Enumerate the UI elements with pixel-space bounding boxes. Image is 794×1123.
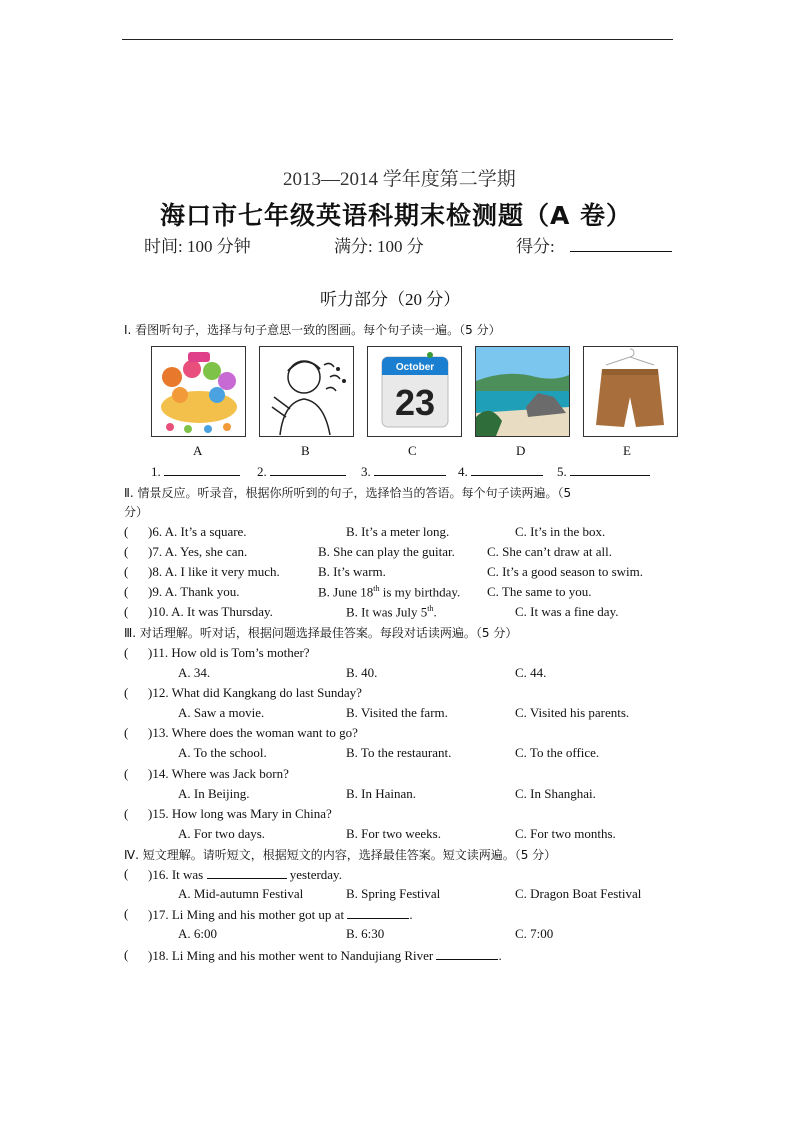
q17-option-c: C. 7:00 [515,926,554,941]
exam-score-label: 得分: [516,237,555,256]
exam-time: 时间: 100 分钟 [144,237,251,256]
part3-instruction: Ⅲ. 对话理解。听对话，根据问题选择最佳答案。每段对话读两遍。（5 分） [124,626,518,640]
q16-option-c: C. Dragon Boat Festival [515,886,642,901]
q9-option-b: B. June 18th is my birthday. [318,584,461,600]
answer-1[interactable]: 1. [151,463,240,480]
q13-option-b: B. To the restaurant. [346,745,452,760]
q11-option-a: A. 34. [178,665,211,680]
part4-instruction: Ⅳ. 短文理解。请听短文，根据短文的内容，选择最佳答案。短文读两遍。（5 分） [124,848,557,862]
q11-question: )11. How old is Tom’s mother? [148,645,310,660]
q6-option-c: C. It’s in the box. [515,524,606,539]
paren[interactable]: ( [124,866,129,881]
q10-option-b: B. It was July 5th. [346,604,437,620]
singing-boy-picture [259,346,354,437]
q6-option-a: )6. A. It’s a square. [148,524,247,539]
exam-term: 2013—2014 学年度第二学期 [283,169,516,190]
paren[interactable]: ( [124,725,129,740]
paren[interactable]: ( [124,604,129,619]
paren[interactable]: ( [124,947,129,962]
q13-option-a: A. To the school. [178,745,267,760]
q9-option-a: )9. A. Thank you. [148,584,240,599]
paren[interactable]: ( [124,766,129,781]
q17-question: )17. Li Ming and his mother got up at . [148,907,413,922]
q14-question: )14. Where was Jack born? [148,766,289,781]
q15-option-b: B. For two weeks. [346,826,441,841]
q12-option-b: B. Visited the farm. [346,705,448,720]
part2-instruction-cont: 分） [124,505,149,519]
shorts-picture [583,346,678,437]
picture-label-d: D [516,443,526,458]
picture-label-e: E [623,443,631,458]
q16-option-b: B. Spring Festival [346,886,441,901]
q8-option-b: B. It’s warm. [318,564,386,579]
q9-option-c: C. The same to you. [487,584,592,599]
q7-option-a: )7. A. Yes, she can. [148,544,248,559]
part2-instruction: Ⅱ. 情景反应。听录音，根据你所听到的句子，选择恰当的答语。每个句子读两遍。（5 [124,486,572,500]
score-blank[interactable] [570,251,672,252]
q16-blank[interactable] [207,866,287,879]
q7-option-b: B. She can play the guitar. [318,544,455,559]
paren[interactable]: ( [124,906,129,921]
paren[interactable]: ( [124,564,129,579]
q15-question: )15. How long was Mary in China? [148,806,332,821]
beach-picture [475,346,570,437]
q13-option-c: C. To the office. [515,745,600,760]
q7-option-c: C. She can’t draw at all. [487,544,613,559]
q11-option-b: B. 40. [346,665,378,680]
section-title: 听力部分（20 分） [320,290,461,309]
q12-question: )12. What did Kangkang do last Sunday? [148,685,362,700]
picture-label-c: C [408,443,417,458]
exam-full-score: 满分: 100 分 [334,237,424,256]
paren[interactable]: ( [124,806,129,821]
party-picture [151,346,246,437]
q17-blank[interactable] [347,906,409,919]
paren[interactable]: ( [124,645,129,660]
q6-option-b: B. It’s a meter long. [346,524,450,539]
q10-option-a: )10. A. It was Thursday. [148,604,273,619]
calendar-picture [367,346,462,437]
q10-option-c: C. It was a fine day. [515,604,619,619]
q8-option-a: )8. A. I like it very much. [148,564,280,579]
paren[interactable]: ( [124,544,129,559]
answer-3[interactable]: 3. [361,463,446,480]
q11-option-c: C. 44. [515,665,547,680]
paren[interactable]: ( [124,685,129,700]
exam-title: 海口市七年级英语科期末检测题（A 卷） [160,201,633,230]
answer-5[interactable]: 5. [557,463,650,480]
q16-option-a: A. Mid-autumn Festival [178,886,304,901]
paren[interactable]: ( [124,524,129,539]
q15-option-c: C. For two months. [515,826,616,841]
picture-label-b: B [301,443,310,458]
paren[interactable]: ( [124,584,129,599]
answer-4[interactable]: 4. [458,463,543,480]
q18-question: )18. Li Ming and his mother went to Nandujiang River . [148,948,502,963]
picture-label-a: A [193,443,203,458]
header-rule [122,39,673,40]
q12-option-c: C. Visited his parents. [515,705,630,720]
q14-option-c: C. In Shanghai. [515,786,596,801]
answer-2[interactable]: 2. [257,463,346,480]
calendar-month: October [395,362,435,373]
q14-option-b: B. In Hainan. [346,786,417,801]
q16-question: )16. It was yesterday. [148,867,342,882]
q18-blank[interactable] [436,947,498,960]
q12-option-a: A. Saw a movie. [178,705,265,720]
q8-option-c: C. It’s a good season to swim. [487,564,643,579]
q14-option-a: A. In Beijing. [178,786,250,801]
q15-option-a: A. For two days. [178,826,266,841]
q17-option-a: A. 6:00 [178,926,217,941]
q17-option-b: B. 6:30 [346,926,385,941]
part1-instruction: Ⅰ. 看图听句子，选择与句子意思一致的图画。每个句子读一遍。（5 分） [124,323,501,337]
calendar-day: 23 [394,382,436,423]
q13-question: )13. Where does the woman want to go? [148,725,358,740]
